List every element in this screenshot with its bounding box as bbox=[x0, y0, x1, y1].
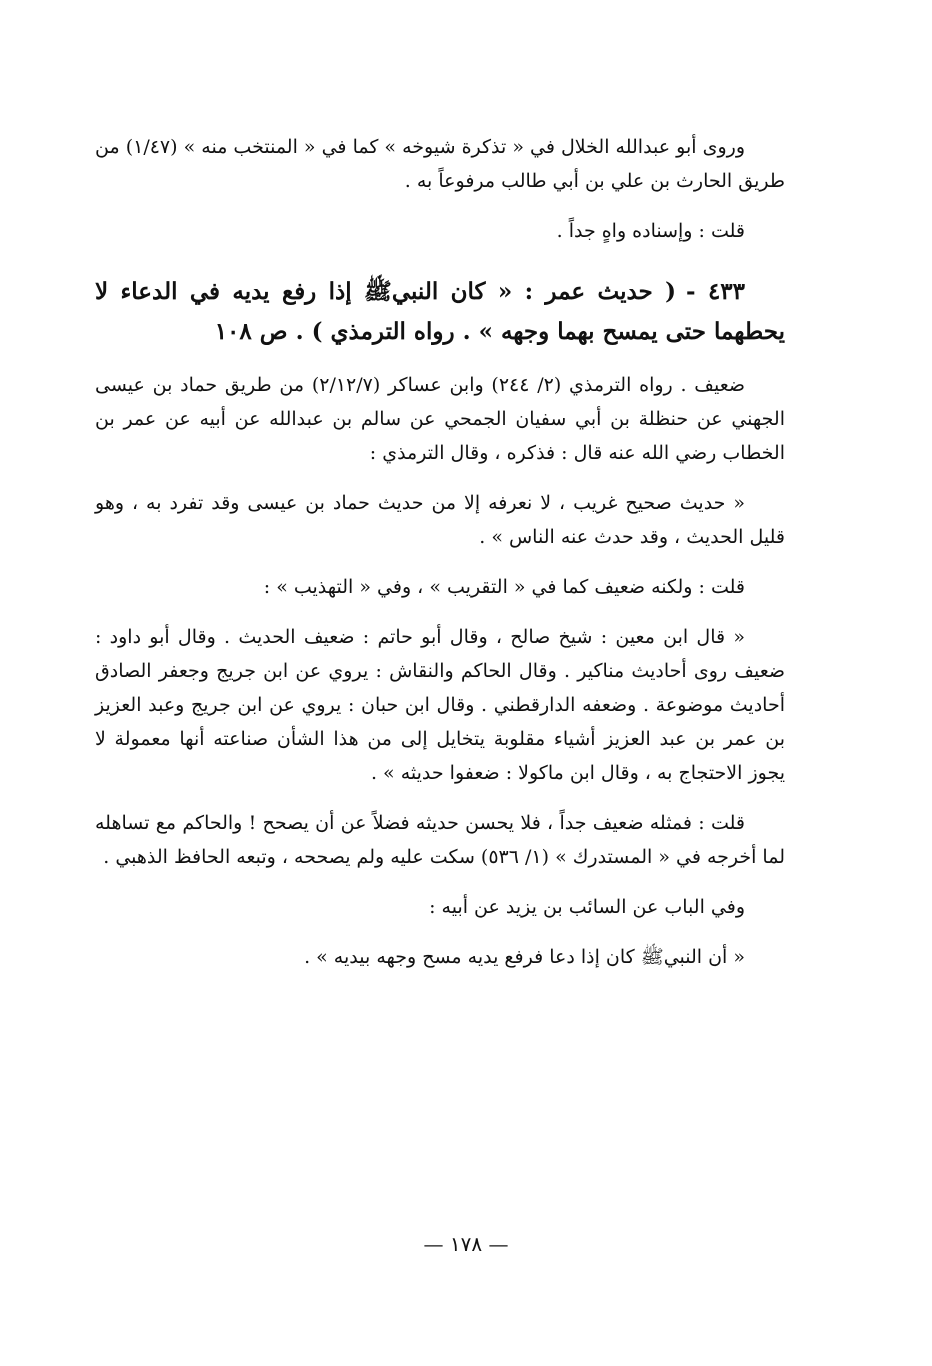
paragraph-saib: وفي الباب عن السائب بن يزيد عن أبيه : bbox=[429, 896, 745, 918]
document-page bbox=[95, 130, 785, 974]
paragraph-conclusion: قلت : فمثله ضعيف جداً ، فلا يحسن حديثه فضلاً عن أن يصحح ! والحاكم مع تساهله لما أخرجه في « المستدرك » (١/ ٥٣٦) سكت عليه ولم يصححه ، وتبعه الحافظ الذهبي . bbox=[95, 812, 785, 868]
paragraph-takhrij: ضعيف . رواه الترمذي (٢/ ٢٤٤) وابن عساكر (٢/١٢/٧) من طريق حماد بن عيسى الجهني عن حنظلة بن أبي سفيان الجمحي عن سالم بن عبدالله عن أبيه عن عمر بن الخطاب رضي الله عنه قال : فذكره ، وقال الترمذي : bbox=[95, 374, 785, 464]
paragraph-tahdhib-quote: « قال ابن معين : شيخ صالح ، وقال أبو حاتم : ضعيف الحديث . وقال أبو داود : ضعيف روى أحاديث مناكير . وقال الحاكم والنقاش : يروي عن ابن جريج وجعفر الصادق أحاديث موضوعة . وضعفه الدارقطني . وقال ابن حبان : يروي عن ابن جريج وعبد العزيز بن عمر بن عبد العزيز أشياء مقلوبة يتخايل إلى من هذا الشأن صناعته أنها معمولة لا يجوز الاحتجاج به ، وقال ابن ماكولا : ضعفوا حديثه » . bbox=[95, 626, 785, 784]
hadith-heading-text: ( حديث عمر : « كان النبيﷺ إذا رفع يديه في الدعاء لا يحطهما حتى يمسح بهما وجهه » . رواه الترمذي ) . ص ١٠٨ bbox=[95, 278, 785, 345]
paragraph-tirmidhi-quote: « حديث صحيح غريب ، لا نعرفه إلا من حديث حماد بن عيسى وقد تفرد به ، وهو قليل الحديث ، وقد حدث عنه الناس » . bbox=[95, 492, 785, 548]
page-number: — ١٧٨ — bbox=[423, 1232, 509, 1256]
paragraph-isnad-weak: قلت : وإسناده واهٍ جداً . bbox=[556, 220, 745, 242]
hadith-number: ٤٣٣ - bbox=[686, 278, 746, 305]
hadith-heading bbox=[95, 272, 785, 352]
paragraph-khallal: وروى أبو عبدالله الخلال في « تذكرة شيوخه » كما في « المنتخب منه » (١/٤٧) من طريق الحارث بن علي بن أبي طالب مرفوعاً به . bbox=[95, 136, 785, 192]
paragraph-saib-hadith: « أن النبيﷺ كان إذا دعا فرفع يديه مسح وجهه بيديه » . bbox=[304, 946, 745, 968]
paragraph-taqrib: قلت : ولكنه ضعيف كما في « التقريب » ، وفي « التهذيب » : bbox=[263, 576, 745, 598]
